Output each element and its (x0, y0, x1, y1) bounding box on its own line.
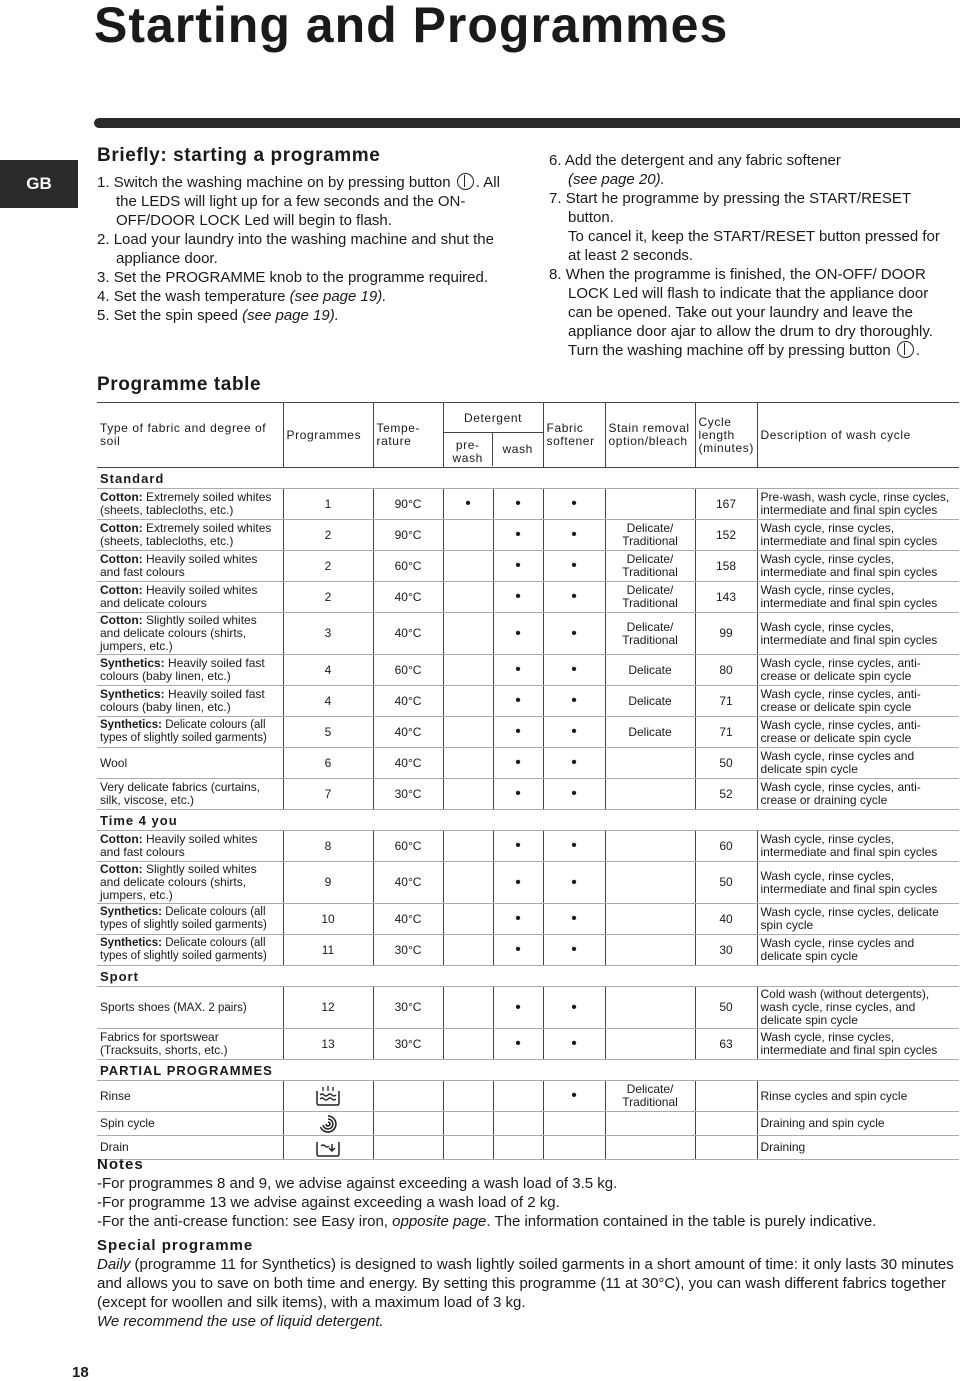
table-row: Drain Draining (97, 1136, 959, 1160)
bullet-icon (571, 694, 577, 708)
step-2: 2. Load your laundry into the washing machine and shut the appliance door. (97, 231, 494, 267)
table-row: Fabrics for sportswear (Tracksuits, shorts, etc.) 13 30°C • • 63 Wash cycle, rinse cycles, intermediate and final spin cycles (97, 1029, 959, 1060)
bullet-icon (571, 876, 577, 890)
section-row: Standard (97, 468, 959, 489)
table-row: Wool 6 40°C • • 50 Wash cycle, rinse cycles and delicate spin cycle (97, 748, 959, 779)
table-row: Spin cycle Draining and spin cycle (97, 1112, 959, 1136)
col-cycle: Cycle length (minutes) (695, 403, 757, 468)
bullet-icon (515, 528, 521, 542)
briefly-heading: Briefly: starting a programme (97, 145, 381, 166)
bullet-icon (515, 590, 521, 604)
bullet-icon (571, 725, 577, 739)
spin-icon (283, 1112, 373, 1136)
special-heading: Special programme (97, 1237, 254, 1254)
table-row: Rinse • Delicate/ Traditional Rinse cycles and spin cycle (97, 1081, 959, 1112)
table-row: Cotton: Extremely soiled whites (sheets, tablecloths, etc.) 2 90°C • • Delicate/ Traditional 152 Wash cycle, rinse cycles, intermediate and final spin cycles (97, 520, 959, 551)
bullet-icon (571, 590, 577, 604)
bullet-icon (571, 912, 577, 926)
note-line: -For programmes 8 and 9, we advise against exceeding a wash load of 3.5 kg. (97, 1175, 618, 1192)
bullet-icon (515, 876, 521, 890)
bullet-icon (571, 1089, 577, 1103)
table-row: Very delicate fabrics (curtains, silk, viscose, etc.) 7 30°C • • 52 Wash cycle, rinse cycles, anti-crease or draining cycle (97, 779, 959, 810)
note-line: -For the anti-crease function: see Easy iron, opposite page. The information contained in the table is purely indicative. (97, 1213, 877, 1230)
bullet-icon (515, 627, 521, 641)
step-4: 4. Set the wash temperature (see page 19). (97, 288, 387, 305)
table-row: Cotton: Heavily soiled whites and delicate colours 2 40°C • • Delicate/ Traditional 143 Wash cycle, rinse cycles, intermediate and final spin cycles (97, 582, 959, 613)
col-stain: Stain removal option/bleach (605, 403, 695, 468)
bullet-icon (465, 497, 471, 511)
table-row: Synthetics: Delicate colours (all types of slightly soiled garments) 11 30°C • • 30 Wash cycle, rinse cycles and delicate spin cycle (97, 935, 959, 966)
table-row: Cotton: Slightly soiled whites and delicate colours (shirts, jumpers, etc.) 9 40°C • • 50 Wash cycle, rinse cycles, intermediate and final spin cycles (97, 862, 959, 904)
step-5: 5. Set the spin speed (see page 19). (97, 307, 339, 324)
special-text: Daily (programme 11 for Synthetics) is designed to wash lightly soiled garments in a short amount of time: it only lasts 30 minutes and allows you to save on both time and energy. By setting this programme (11 at 30°C), you can wash different fabrics together (except for woollen and silk items), with a maximum load of 3 kg. (97, 1256, 954, 1311)
rinse-icon (283, 1081, 373, 1112)
bullet-icon (571, 627, 577, 641)
page-number: 18 (72, 1364, 89, 1381)
page-title: Starting and Programmes (94, 0, 729, 53)
step-3: 3. Set the PROGRAMME knob to the programme required. (97, 269, 489, 286)
briefly-right-column (549, 151, 954, 360)
step-8: 8. When the programme is finished, the ON-OFF/ DOOR LOCK Led will flash to indicate that the appliance door can be opened. Take out your laundry and leave the appliance door ajar to allow the drum to dry thoroughly. Turn the washing machine off by pressing button . (549, 266, 933, 359)
bullet-icon (515, 725, 521, 739)
col-softener: Fabric softener (543, 403, 605, 468)
bullet-icon (515, 787, 521, 801)
bullet-icon (571, 756, 577, 770)
bullet-icon (571, 559, 577, 573)
table-row: Cotton: Heavily soiled whites and fast colours 2 60°C • • Delicate/ Traditional 158 Wash cycle, rinse cycles, intermediate and final spin cycles (97, 551, 959, 582)
power-icon (457, 173, 474, 190)
bullet-icon (515, 497, 521, 511)
language-badge: GB (0, 160, 78, 208)
section-row: Sport (97, 966, 959, 987)
col-prewash: pre-wash (444, 433, 494, 466)
bullet-icon (571, 1037, 577, 1051)
section-row: Time 4 you (97, 810, 959, 831)
bullet-icon (515, 756, 521, 770)
table-row: Synthetics: Heavily soiled fast colours (baby linen, etc.) 4 60°C • • Delicate 80 Wash cycle, rinse cycles, anti-crease or delicate spin cycle (97, 655, 959, 686)
bullet-icon (571, 528, 577, 542)
bullet-icon (571, 1001, 577, 1015)
bullet-icon (571, 787, 577, 801)
bullet-icon (515, 912, 521, 926)
note-line: -For programme 13 we advise against exceeding a wash load of 2 kg. (97, 1194, 560, 1211)
col-type: Type of fabric and degree of soil (97, 403, 283, 468)
col-detergent: Detergent pre-wash wash (443, 403, 543, 468)
bullet-icon (515, 1001, 521, 1015)
header-rule (94, 118, 960, 128)
special-last: We recommend the use of liquid detergent. (97, 1313, 384, 1330)
notes-heading: Notes (97, 1156, 144, 1173)
power-icon (897, 341, 914, 358)
table-header-row (97, 403, 959, 468)
bullet-icon (571, 497, 577, 511)
briefly-left-column (97, 146, 509, 325)
notes-section (97, 1155, 957, 1331)
bullet-icon (571, 943, 577, 957)
table-row: Cotton: Heavily soiled whites and fast colours 8 60°C • • 60 Wash cycle, rinse cycles, intermediate and final spin cycles (97, 831, 959, 862)
table-row: Cotton: Extremely soiled whites (sheets, tablecloths, etc.) 1 90°C • • • 167 Pre-wash, wash cycle, rinse cycles, intermediate and final spin cycles (97, 489, 959, 520)
table-row: Synthetics: Delicate colours (all types of slightly soiled garments) 5 40°C • • Delicate 71 Wash cycle, rinse cycles, anti-crease or delicate spin cycle (97, 717, 959, 748)
bullet-icon (515, 694, 521, 708)
table-row: Sports shoes (MAX. 2 pairs) 12 30°C • • 50 Cold wash (without detergents), wash cycle, rinse cycles, and delicate spin cycle (97, 987, 959, 1029)
col-wash: wash (502, 442, 533, 456)
col-programmes: Programmes (283, 403, 373, 468)
bullet-icon (515, 1037, 521, 1051)
table-row: Cotton: Slightly soiled whites and delicate colours (shirts, jumpers, etc.) 3 40°C • • Delicate/ Traditional 99 Wash cycle, rinse cycles, intermediate and final spin cycles (97, 613, 959, 655)
bullet-icon (515, 839, 521, 853)
bullet-icon (515, 943, 521, 957)
col-description: Description of wash cycle (757, 403, 959, 468)
bullet-icon (571, 663, 577, 677)
bullet-icon (515, 559, 521, 573)
programme-table-heading: Programme table (97, 374, 262, 395)
col-temperature: Tempe-rature (373, 403, 443, 468)
section-row: PARTIAL PROGRAMMES (97, 1060, 959, 1081)
programme-table (97, 402, 959, 1160)
table-row: Synthetics: Delicate colours (all types of slightly soiled garments) 10 40°C • • 40 Wash cycle, rinse cycles, delicate spin cycle (97, 904, 959, 935)
bullet-icon (571, 839, 577, 853)
bullet-icon (515, 663, 521, 677)
step-1: 1. Switch the washing machine on by pressing button . All the LEDS will light up for a few seconds and the ON-OFF/DOOR LOCK Led will begin to flash. (97, 174, 500, 229)
step-6: 6. Add the detergent and any fabric softener (see page 20). (549, 152, 841, 188)
step-7: 7. Start he programme by pressing the START/RESET button. To cancel it, keep the START/RESET button pressed for at least 2 seconds. (549, 190, 940, 264)
table-row: Synthetics: Heavily soiled fast colours (baby linen, etc.) 4 40°C • • Delicate 71 Wash cycle, rinse cycles, anti-crease or delicate spin cycle (97, 686, 959, 717)
